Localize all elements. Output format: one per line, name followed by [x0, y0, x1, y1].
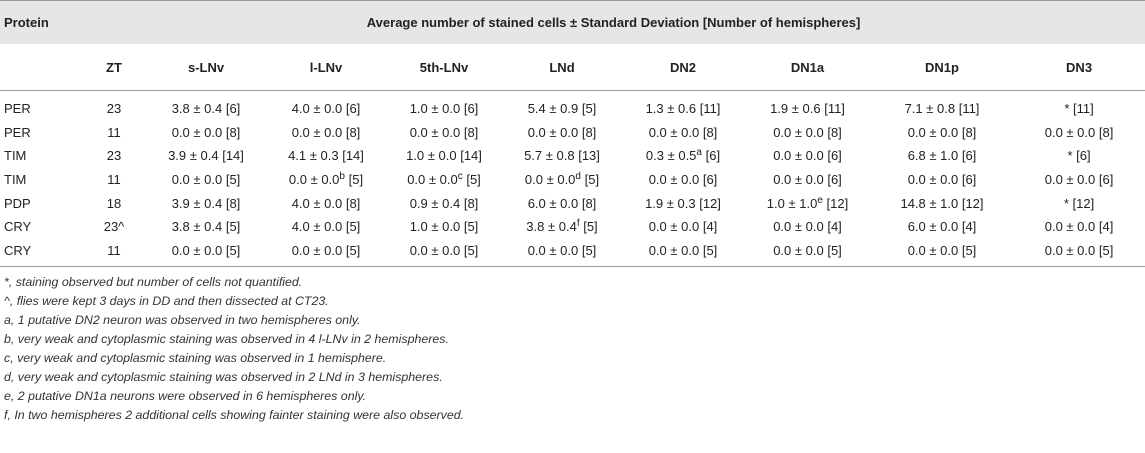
hemisphere-count: [5]	[463, 242, 479, 258]
value-cell	[386, 121, 502, 145]
hemisphere-count: [8]	[961, 124, 977, 140]
protein-cell: PER	[4, 101, 31, 117]
footnote-marker: b	[339, 171, 345, 183]
value-cell	[266, 239, 386, 267]
hemisphere-count: [8]	[702, 124, 718, 140]
zt-cell: 23	[106, 148, 122, 164]
cell-value: 1.9 ± 0.6	[770, 101, 821, 117]
cell-value: 5.7 ± 0.8	[524, 148, 575, 164]
value-cell	[744, 168, 871, 192]
cell-value: 0.0 ± 0.0	[648, 124, 700, 140]
hemisphere-count: [6]	[225, 101, 241, 117]
value-cell	[744, 144, 871, 168]
table-row	[0, 239, 1145, 267]
footnote: e, 2 putative DN1a neurons were observed in 6 hemispheres only.	[4, 389, 367, 404]
cell-value: 0.0 ± 0.0	[407, 172, 458, 188]
value-cell	[871, 239, 1013, 267]
value-cell	[266, 191, 386, 215]
hemisphere-count: [6]	[961, 148, 977, 164]
table-row	[0, 121, 1145, 145]
hemisphere-count: [14]	[460, 148, 482, 164]
hemisphere-count: [5]	[584, 172, 600, 188]
zt-cell: 18	[106, 195, 122, 211]
footnote-marker: c	[457, 171, 463, 183]
hemisphere-count: [8]	[345, 195, 361, 211]
cell-value: *	[1064, 101, 1070, 117]
value-cell	[266, 121, 386, 145]
protein-cell: PER	[4, 124, 31, 140]
cell-value: 1.0 ± 1.0	[766, 195, 818, 211]
cell-value: 0.9 ± 0.4	[409, 195, 461, 211]
value-cell	[502, 239, 622, 267]
cell-value: 0.0 ± 0.0	[1044, 124, 1096, 140]
protein-cell: CRY	[0, 239, 82, 267]
value-cell	[1013, 191, 1145, 215]
value-cell	[622, 239, 744, 267]
value-cell	[146, 91, 266, 121]
hemisphere-count: [6]	[705, 148, 721, 164]
hemisphere-count: [4]	[827, 219, 842, 235]
hemisphere-count: [12]	[1072, 195, 1095, 211]
value-cell	[266, 215, 386, 239]
footnote: c, very weak and cytoplasmic staining was observed in 1 hemisphere.	[4, 351, 387, 366]
value-cell	[1013, 121, 1145, 145]
cell-value: 0.0 ± 0.0	[773, 242, 824, 258]
footnote-marker: a	[696, 147, 702, 159]
cell-value: 0.0 ± 0.0	[1044, 172, 1096, 188]
value-cell	[146, 239, 266, 267]
table-row	[0, 215, 1145, 239]
cell-value: 0.0 ± 0.0	[171, 172, 223, 188]
hemisphere-count: [8]	[463, 195, 479, 211]
cell-value: 1.0 ± 0.0	[409, 101, 461, 117]
footnote: ^, flies were kept 3 days in DD and then dissected at CT23.	[4, 294, 329, 309]
cell-value: 1.0 ± 0.0	[409, 219, 461, 235]
footnote: a, 1 putative DN2 neuron was observed in two hemispheres only.	[4, 313, 361, 328]
value-cell	[386, 239, 502, 267]
cell-value: 3.9 ± 0.4	[168, 148, 219, 164]
cell-value: 0.0 ± 0.0	[288, 172, 340, 188]
hemisphere-count: [5]	[225, 219, 241, 235]
hemisphere-count: [5]	[1098, 242, 1114, 258]
cell-value: 4.1 ± 0.3	[288, 148, 339, 164]
hemisphere-count: [6]	[702, 172, 718, 188]
value-cell	[502, 144, 622, 168]
footnote: *, staining observed but number of cells not quantified.	[4, 275, 303, 290]
protein-header: Protein	[0, 1, 82, 45]
hemisphere-count: [8]	[225, 124, 241, 140]
cell-value: 1.9 ± 0.3	[645, 195, 696, 211]
cell-value: 0.0 ± 0.0	[773, 124, 824, 140]
hemisphere-count: [13]	[578, 148, 600, 164]
hemisphere-count: [8]	[581, 124, 597, 140]
value-cell	[871, 191, 1013, 215]
cell-value: 5.4 ± 0.9	[527, 101, 579, 117]
footnote: b, very weak and cytoplasmic staining was observed in 4 l-LNv in 2 hemispheres.	[4, 332, 449, 347]
table-row	[0, 191, 1145, 215]
column-header-dn3: DN3	[1013, 44, 1145, 91]
value-cell	[386, 191, 502, 215]
value-cell	[622, 215, 744, 239]
value-cell	[871, 215, 1013, 239]
hemisphere-count: [11]	[699, 101, 721, 117]
cell-value: 0.0 ± 0.0	[1044, 219, 1096, 235]
value-cell	[146, 215, 266, 239]
value-cell	[386, 144, 502, 168]
hemisphere-count: [6]	[1076, 148, 1091, 164]
cell-value: 0.0 ± 0.0	[648, 219, 700, 235]
value-cell	[1013, 168, 1145, 192]
hemisphere-count: [6]	[827, 172, 842, 188]
cell-value: 3.8 ± 0.4	[171, 219, 223, 235]
header-row-columns	[0, 44, 1145, 91]
cell-value: 1.0 ± 0.0	[406, 148, 457, 164]
cell-value: 4.0 ± 0.0	[291, 195, 343, 211]
hemisphere-count: [5]	[961, 242, 977, 258]
cell-value: 0.0 ± 0.0	[409, 242, 461, 258]
value-cell	[1013, 215, 1145, 239]
cell-value: 14.8 ± 1.0	[900, 195, 959, 211]
cell-value: 3.8 ± 0.4	[171, 101, 223, 117]
hemisphere-count: [5]	[583, 219, 598, 235]
hemisphere-count: [5]	[827, 242, 842, 258]
protein-cell: PDP	[4, 195, 31, 211]
hemisphere-count: [5]	[225, 242, 241, 258]
cell-value: 0.0 ± 0.0	[171, 124, 223, 140]
hemisphere-count: [5]	[702, 242, 718, 258]
cell-value: 0.0 ± 0.0	[409, 124, 461, 140]
hemisphere-count: [5]	[225, 172, 241, 188]
hemisphere-count: [4]	[702, 219, 718, 235]
value-cell	[1013, 144, 1145, 168]
footnotes	[0, 267, 1145, 425]
hemisphere-count: [8]	[225, 195, 241, 211]
cell-value: 0.0 ± 0.0	[527, 124, 579, 140]
cell-value: 0.0 ± 0.0	[648, 172, 700, 188]
footnote: f, In two hemispheres 2 additional cells showing fainter staining were also observed.	[4, 408, 465, 423]
hemisphere-count: [8]	[463, 124, 479, 140]
column-header-l-lnv: l-LNv	[266, 44, 386, 91]
hemisphere-count: [5]	[345, 219, 361, 235]
cell-value: 1.3 ± 0.6	[645, 101, 697, 117]
hemisphere-count: [11]	[824, 101, 845, 117]
hemisphere-count: [8]	[581, 195, 597, 211]
value-cell	[622, 91, 744, 121]
hemisphere-count: [12]	[699, 195, 721, 211]
protein-cell: TIM	[4, 148, 27, 164]
cell-value: 6.0 ± 0.0	[907, 219, 959, 235]
value-cell	[146, 168, 266, 192]
column-header-lnd: LNd	[502, 44, 622, 91]
cell-value: 4.0 ± 0.0	[291, 101, 343, 117]
value-cell	[386, 91, 502, 121]
cell-value: 0.0 ± 0.0	[171, 242, 223, 258]
cell-value: 6.8 ± 1.0	[907, 148, 959, 164]
value-cell	[266, 144, 386, 168]
zt-cell: 11	[107, 124, 121, 140]
value-cell	[502, 121, 622, 145]
footnote-marker: d	[575, 171, 581, 183]
hemisphere-count: [6]	[345, 101, 361, 117]
hemisphere-count: [8]	[827, 124, 842, 140]
cell-value: 0.0 ± 0.0	[907, 172, 959, 188]
value-cell	[266, 91, 386, 121]
hemisphere-count: [11]	[1073, 101, 1094, 117]
value-cell	[622, 168, 744, 192]
protein-cell: TIM	[4, 172, 27, 188]
column-header-dn1a: DN1a	[744, 44, 871, 91]
hemisphere-count: [6]	[961, 172, 977, 188]
hemisphere-count: [14]	[342, 148, 364, 164]
value-cell	[622, 121, 744, 145]
hemisphere-count: [5]	[581, 101, 597, 117]
column-header-dn2: DN2	[622, 44, 744, 91]
zt-cell: 23^	[103, 219, 125, 235]
cell-value: 3.8 ± 0.4	[526, 219, 577, 235]
hemisphere-count: [4]	[1098, 219, 1114, 235]
hemisphere-count: [8]	[1098, 124, 1114, 140]
hemisphere-count: [12]	[961, 195, 984, 211]
hemisphere-count: [8]	[345, 124, 361, 140]
table-row	[0, 91, 1145, 121]
table-row	[0, 168, 1145, 192]
cell-value: 0.0 ± 0.0	[773, 172, 824, 188]
value-cell	[386, 215, 502, 239]
cell-value: 0.0 ± 0.0	[648, 242, 700, 258]
cell-value: 0.0 ± 0.0	[1044, 242, 1096, 258]
cell-value: 0.0 ± 0.0	[524, 172, 576, 188]
value-cell	[1013, 239, 1145, 267]
zt-cell: 11	[107, 172, 121, 188]
hemisphere-count: [5]	[581, 242, 597, 258]
value-cell	[146, 144, 266, 168]
column-header-5th-lnv: 5th-LNv	[386, 44, 502, 91]
header-row-title	[0, 1, 1145, 45]
cell-value: 0.3 ± 0.5	[645, 148, 697, 164]
cell-value: 4.0 ± 0.0	[291, 219, 343, 235]
cell-value: *	[1067, 148, 1073, 164]
hemisphere-count: [4]	[961, 219, 977, 235]
header-spacer	[0, 44, 82, 91]
hemisphere-count: [6]	[463, 101, 479, 117]
hemisphere-count: [14]	[222, 148, 244, 164]
value-cell	[871, 144, 1013, 168]
table-body	[0, 91, 1145, 267]
cell-value: 0.0 ± 0.0	[907, 124, 959, 140]
value-cell	[744, 121, 871, 145]
value-cell	[744, 91, 871, 121]
value-cell	[502, 91, 622, 121]
hemisphere-count: [5]	[463, 219, 479, 235]
value-cell	[871, 91, 1013, 121]
footnote-marker: e	[817, 194, 823, 206]
hemisphere-count: [11]	[958, 101, 980, 117]
cell-value: 0.0 ± 0.0	[907, 242, 959, 258]
hemisphere-count: [12]	[826, 195, 849, 211]
value-cell	[386, 168, 502, 192]
cell-value: 0.0 ± 0.0	[527, 242, 579, 258]
cell-value: 0.0 ± 0.0	[773, 219, 824, 235]
cell-value: *	[1063, 195, 1069, 211]
column-header-zt: ZT	[82, 44, 146, 91]
value-cell	[871, 168, 1013, 192]
cell-value: 0.0 ± 0.0	[291, 124, 343, 140]
protein-cell: CRY	[4, 219, 32, 235]
cell-value: 6.0 ± 0.0	[527, 195, 579, 211]
value-cell	[266, 168, 386, 192]
table-row	[0, 144, 1145, 168]
column-header-s-lnv: s-LNv	[146, 44, 266, 91]
column-header-dn1p: DN1p	[871, 44, 1013, 91]
value-cell	[502, 215, 622, 239]
value-cell	[502, 191, 622, 215]
value-cell	[146, 191, 266, 215]
footnote: d, very weak and cytoplasmic staining was observed in 2 LNd in 3 hemispheres.	[4, 370, 443, 385]
value-cell	[744, 239, 871, 267]
cell-value: 7.1 ± 0.8	[904, 101, 956, 117]
value-cell	[622, 191, 744, 215]
value-cell	[502, 168, 622, 192]
value-cell	[1013, 91, 1145, 121]
table-title: Average number of stained cells ± Standard Deviation [Number of hemispheres]	[82, 1, 1145, 45]
value-cell	[871, 121, 1013, 145]
cell-value: 0.0 ± 0.0	[773, 148, 824, 164]
hemisphere-count: [5]	[345, 242, 361, 258]
cell-value: 3.9 ± 0.4	[171, 195, 223, 211]
footnote-marker: f	[576, 218, 580, 230]
hemisphere-count: [5]	[348, 172, 364, 188]
value-cell	[146, 121, 266, 145]
value-cell	[622, 144, 744, 168]
hemisphere-count: [6]	[1098, 172, 1114, 188]
zt-cell: 23	[106, 101, 122, 117]
cell-value: 0.0 ± 0.0	[291, 242, 343, 258]
value-cell	[744, 191, 871, 215]
hemisphere-count: [5]	[466, 172, 481, 188]
zt-cell: 11	[82, 239, 146, 267]
hemisphere-count: [6]	[827, 148, 842, 164]
value-cell	[744, 215, 871, 239]
